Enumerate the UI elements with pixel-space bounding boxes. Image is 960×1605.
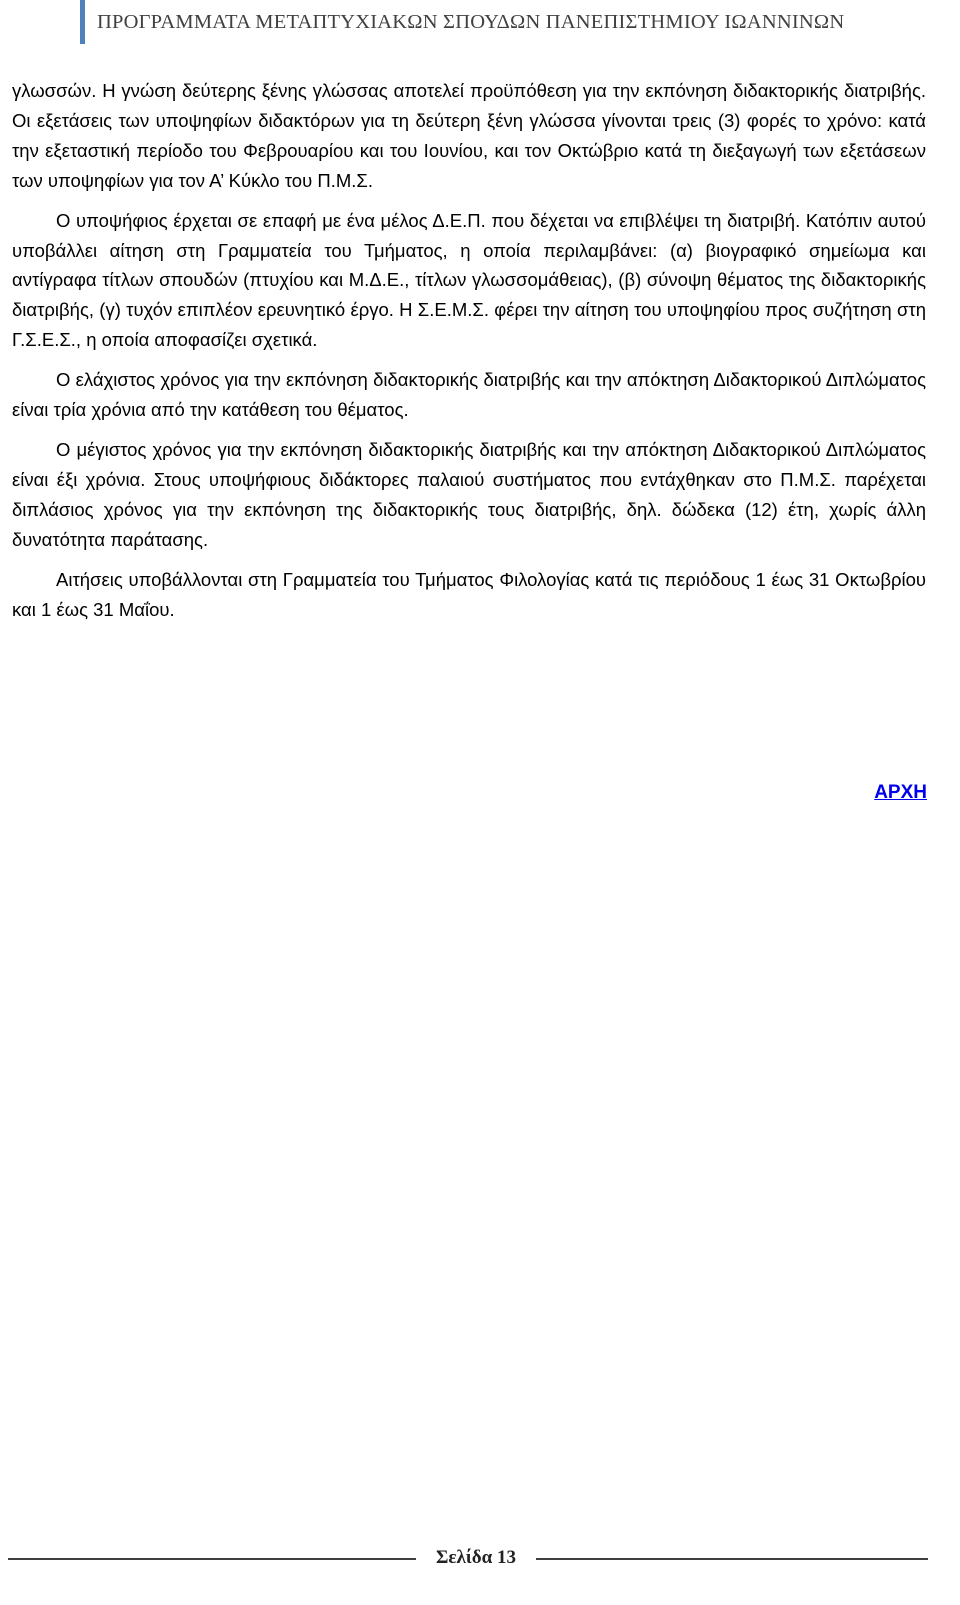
page-footer bbox=[0, 1544, 960, 1574]
back-to-top-link[interactable]: ΑΡΧΗ bbox=[874, 782, 927, 803]
paragraph-application-periods: Αιτήσεις υποβάλλονται στη Γραμματεία του Τμήματος Φιλολογίας κατά τις περιόδους 1 έως 31 Οκτωβρίου και 1 έως 31 Μαΐου. bbox=[12, 568, 926, 620]
footer-divider-left bbox=[8, 1558, 416, 1560]
footer-divider-right bbox=[536, 1558, 928, 1560]
paragraph-maximum-duration: Ο μέγιστος χρόνος για την εκπόνηση διδακτορικής διατριβής και την απόκτηση Διδακτορικού Διπλώματος είναι έξι χρόνια. Στους υποψήφιους διδάκτορες παλαιού συστήματος που εντάχθηκαν στο Π.Μ.Σ. παρέχεται διπλάσιος χρόνος για την εκπόνηση της διδακτορικής τους διατριβής, δηλ. δώδεκα (12) έτη, χωρίς άλλη δυνατότητα παράτασης. bbox=[12, 438, 926, 550]
document-body bbox=[12, 76, 926, 624]
paragraph-language-requirement: γλωσσών. Η γνώση δεύτερης ξένης γλώσσας αποτελεί προϋπόθεση για την εκπόνηση διδακτορικής διατριβής. Οι εξετάσεις των υποψηφίων διδακτόρων για τη δεύτερη ξένη γλώσσα γίνονται τρεις (3) φορές το χρόνο: κατά την εξεταστική περίοδο του Φεβρουαρίου και του Ιουνίου, και τον Οκτώβριο κατά τη διεξαγωγή των εξετάσεων των υποψηφίων για τον Α’ Κύκλο του Π.Μ.Σ. bbox=[12, 80, 926, 191]
page-header bbox=[80, 0, 920, 44]
paragraph-minimum-duration: Ο ελάχιστος χρόνος για την εκπόνηση διδακτορικής διατριβής και την απόκτηση Διδακτορικού Διπλώματος είναι τρία χρόνια από την κατάθεση του θέματος. bbox=[12, 369, 926, 421]
header-title: ΠΡΟΓΡΑΜΜΑΤΑ ΜΕΤΑΠΤΥΧΙΑΚΩΝ ΣΠΟΥΔΩΝ ΠΑΝΕΠΙΣΤΗΜΙΟΥ ΙΩΑΝΝΙΝΩΝ bbox=[97, 10, 845, 33]
paragraph-supervisor-application: Ο υποψήφιος έρχεται σε επαφή με ένα μέλος Δ.Ε.Π. που δέχεται να επιβλέψει τη διατριβή. Κατόπιν αυτού υποβάλλει αίτηση στη Γραμματεία του Τμήματος, η οποία περιλαμβάνει: (α) βιογραφικό σημείωμα και αντίγραφα τίτλων σπουδών (πτυχίου και Μ.Δ.Ε., τίτλων γλωσσομάθειας), (β) σύνοψη θέματος της διδακτορικής διατριβής, (γ) τυχόν επιπλέον ερευνητικό έργο. Η Σ.Ε.Μ.Σ. φέρει την αίτηση του υποψηφίου προς συζήτηση στη Γ.Σ.Ε.Σ., η οποία αποφασίζει σχετικά. bbox=[12, 209, 926, 351]
page-number: Σελίδα 13 bbox=[436, 1547, 516, 1568]
